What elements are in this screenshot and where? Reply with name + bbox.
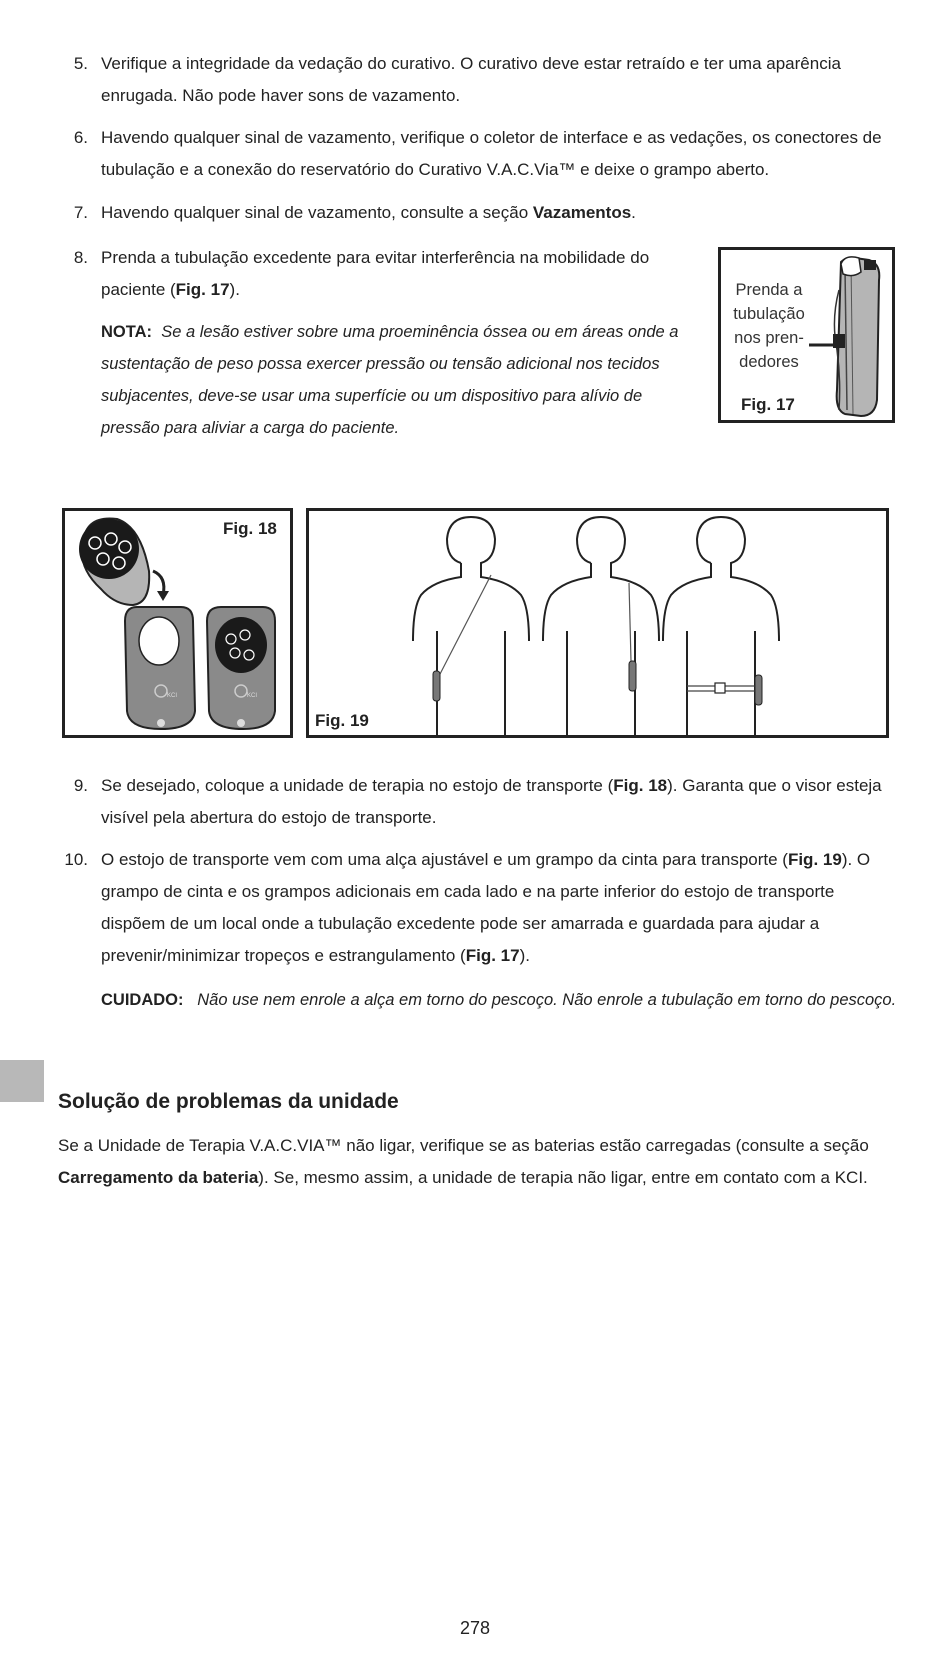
list-item-7 [60, 197, 900, 229]
carry-options-illustration [309, 511, 892, 741]
cuidado-text: Não use nem enrole a alça em torno do pescoço. Não enrole a tubulação em torno do pescoço. [197, 991, 897, 1009]
item-text: Verifique a integridade da vedação do curativo. O curativo deve estar retraído e ter uma aparência enrugada. Não pode haver sons de vazamento. [101, 54, 841, 105]
section-paragraph: Se a Unidade de Terapia V.A.C.VIA™ não ligar, verifique se as baterias estão carregadas (consulte a seção Carregamento da bateria). Se, mesmo assim, a unidade de terapia não ligar, entre em contato com a KCI. [58, 1136, 869, 1187]
item-text: Havendo qualquer sinal de vazamento, verifique o coletor de interface e as vedações, os conectores de tubulação e a conexão do reservatório do Curativo V.A.C.Via™ e deixe o grampo aberto. [101, 128, 882, 179]
item-text: Havendo qualquer sinal de vazamento, consulte a seção Vazamentos. [101, 203, 636, 222]
case-logo-text: KCI [247, 693, 258, 699]
page-number: 278 [459, 1618, 491, 1638]
list-item-10 [60, 844, 900, 972]
carry-case-side-illustration [721, 250, 898, 426]
fig17-caption-line: tubulação [733, 305, 805, 323]
item-text: Prenda a tubulação excedente para evitar interferência na mobilidade do paciente (Fig. 17). [101, 248, 650, 299]
fig19-label: Fig. 19 [315, 711, 369, 730]
list-item-9 [60, 770, 900, 834]
ref-fig17: Fig. 17 [175, 280, 230, 299]
ref-fig18: Fig. 18 [613, 776, 668, 795]
item-number: 8. [73, 248, 88, 267]
cuidado-label: CUIDADO: [101, 991, 184, 1009]
fig18-label: Fig. 18 [223, 519, 277, 538]
ref-fig17: Fig. 17 [465, 946, 520, 965]
item-number: 5. [73, 54, 88, 73]
section-title: Solução de problemas da unidade [58, 1090, 399, 1113]
section-tab-marker [0, 1060, 44, 1102]
nota-text: Se a lesão estiver sobre uma proeminência óssea ou em áreas onde a sustentação de peso possa exercer pressão ou tensão adicional nos tecidos subjacentes, deve-se usar uma superfície ou um dispositivo para alívio de pressão para aliviar a carga do paciente. [101, 323, 679, 437]
item-text: O estojo de transporte vem com uma alça ajustável e um grampo da cinta para transporte (Fig. 19). O grampo de cinta e os grampos adicionais em cada lado e na parte inferior do estojo de transporte dispõem de um local onde a tubulação excedente pode ser amarrada e guardada para ajudar a prevenir/minimizar tropeços e estrangulamento (Fig. 17). [101, 850, 871, 965]
ref-vazamentos: Vazamentos [532, 203, 632, 222]
fig17-box [718, 247, 895, 423]
list-item-6 [60, 122, 900, 186]
list-item-8 [60, 242, 700, 306]
item-number: 6. [73, 128, 88, 147]
fig17-caption-line: dedores [739, 353, 799, 371]
list-item-5 [60, 48, 900, 112]
nota-label: NOTA: [101, 323, 153, 341]
fig19-box [306, 508, 889, 738]
case-logo-text: KCI [167, 693, 178, 699]
cuidado [101, 984, 901, 1016]
fig18-box [62, 508, 293, 738]
ref-carregamento: Carregamento da bateria [58, 1168, 259, 1187]
item-number: 10. [64, 850, 88, 869]
fig17-caption-line: Prenda a [735, 281, 803, 299]
fig17-label: Fig. 17 [741, 395, 795, 414]
item-number: 9. [73, 776, 88, 795]
carry-case-insert-illustration [65, 511, 296, 741]
item-text: Se desejado, coloque a unidade de terapia no estojo de transporte (Fig. 18). Garanta que o visor esteja visível pela abertura do estojo de transporte. [101, 776, 882, 827]
ref-fig19: Fig. 19 [787, 850, 842, 869]
item-number: 7. [73, 203, 88, 222]
nota [101, 316, 691, 444]
fig17-caption-line: nos pren- [734, 329, 804, 347]
